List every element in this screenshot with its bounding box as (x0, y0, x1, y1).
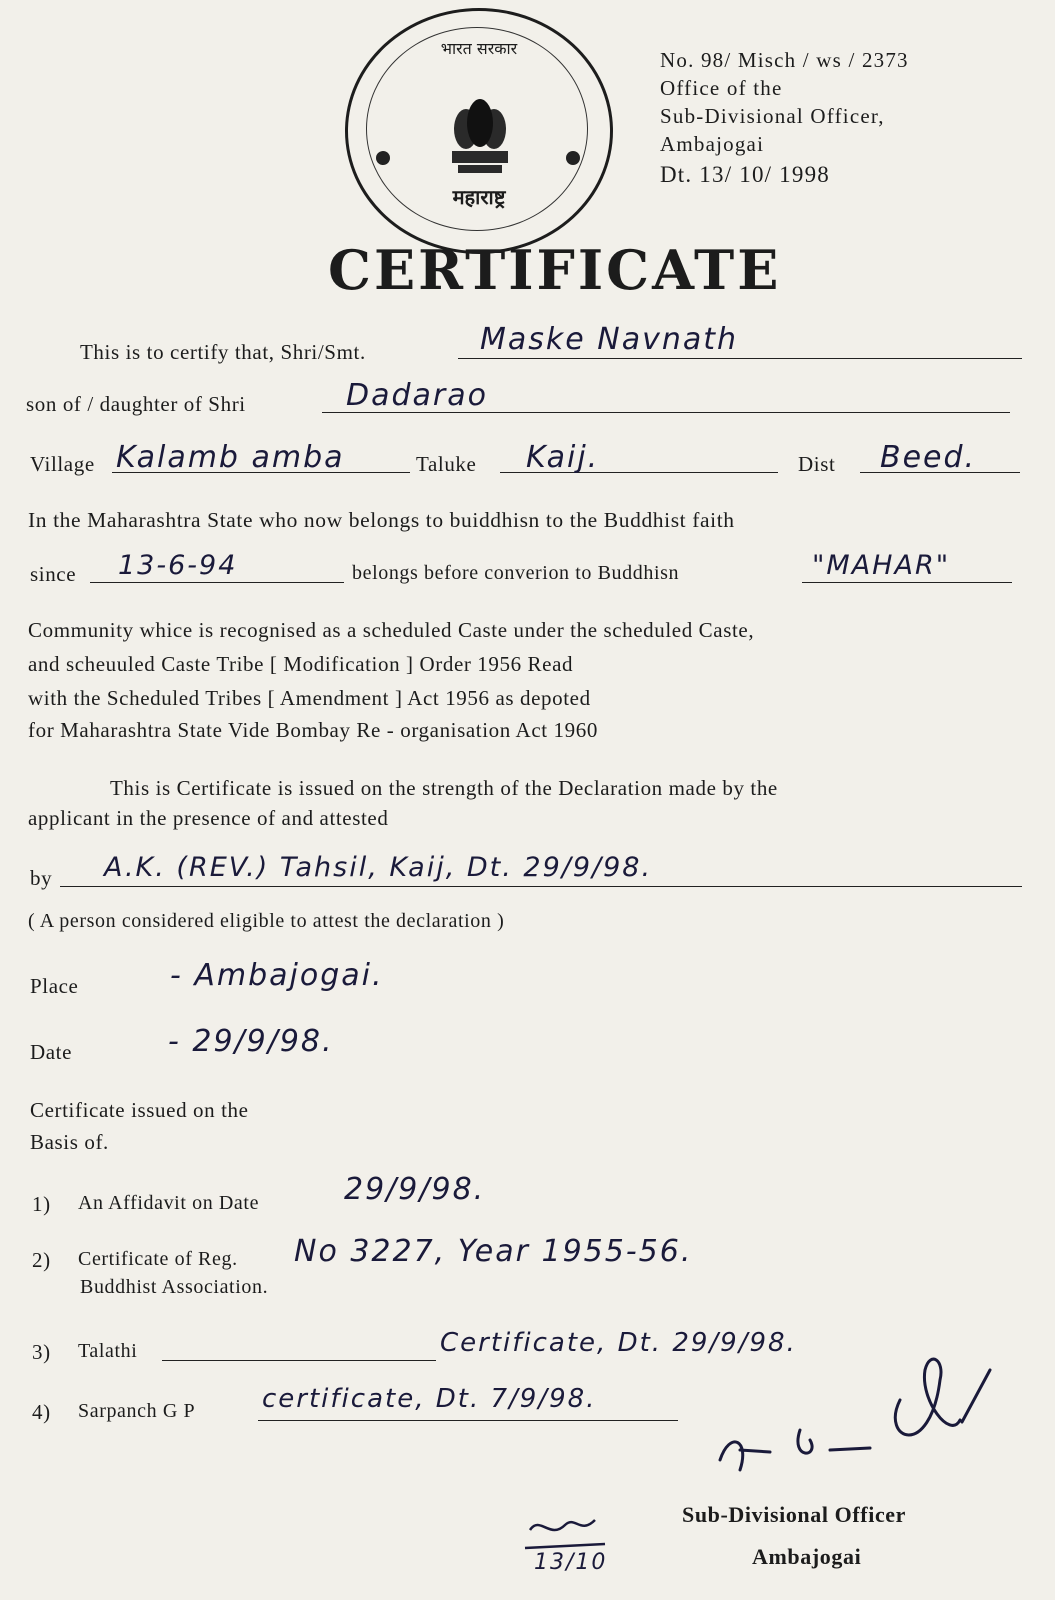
since-date: 13-6-94 (118, 550, 238, 581)
issued-line-2: applicant in the presence of and attested (28, 806, 389, 830)
name-underline (458, 358, 1022, 359)
since-underline (90, 582, 344, 583)
basis-item-number: 2) (32, 1248, 51, 1272)
community-line-3: with the Scheduled Tribes [ Amendment ] Act 1956 as depoted (28, 686, 591, 710)
officer-signature-icon (700, 1340, 1000, 1490)
office-line-2: Sub-Divisional Officer, (660, 104, 885, 128)
issued-line-1: This is Certificate is issued on the strength of the Declaration made by the (110, 776, 778, 800)
since-label: since (30, 562, 77, 586)
caste-value: "MAHAR" (812, 550, 951, 581)
taluka-label: Taluke (416, 452, 477, 476)
date-label: Date (30, 1040, 73, 1064)
sarpanch-underline (258, 1420, 678, 1421)
basis-item-number: 3) (32, 1340, 51, 1364)
by-label: by (30, 866, 53, 890)
certify-label: This is to certify that, Shri/Smt. (80, 340, 366, 364)
basis-item-value: certificate, Dt. 7/9/98. (262, 1384, 597, 1414)
basis-item-value: No 3227, Year 1955-56. (294, 1234, 693, 1269)
office-line-3: Ambajogai (660, 132, 765, 156)
officer-title: Sub-Divisional Officer (682, 1502, 907, 1527)
before-conversion-label: belongs before converion to Buddhisn (352, 562, 680, 584)
basis-item-sub: Buddhist Association. (80, 1276, 269, 1298)
basis-item-label: Certificate of Reg. (78, 1248, 238, 1270)
certificate-title: CERTIFICATE (328, 238, 782, 302)
basis-label-1: Certificate issued on the (30, 1098, 249, 1122)
community-line-4: for Maharashtra State Vide Bombay Re - organisation Act 1960 (28, 718, 598, 742)
state-line: In the Maharashtra State who now belongs to buiddhisn to the Buddhist faith (28, 508, 735, 532)
attested-by: A.K. (REV.) Tahsil, Kaij, Dt. 29/9/98. (104, 852, 653, 883)
holder-name: Maske Navnath (480, 322, 739, 357)
dist-label: Dist (798, 452, 836, 476)
officer-location: Ambajogai (752, 1544, 862, 1569)
by-underline (60, 886, 1022, 887)
community-line-1: Community whice is recognised as a scheduled Caste under the scheduled Caste, (28, 618, 755, 642)
father-name: Dadarao (346, 378, 488, 413)
basis-item-label: Sarpanch G P (78, 1400, 196, 1422)
village-label: Village (30, 452, 95, 476)
taluka-value: Kaij. (526, 440, 600, 475)
caste-underline (802, 582, 1012, 583)
seal-top-text: भारत सरकार (440, 39, 518, 58)
seal-dot-icon (376, 151, 390, 165)
dist-value: Beed. (880, 440, 977, 475)
official-seal (345, 8, 613, 254)
office-line-1: Office of the (660, 76, 783, 100)
place-value: - Ambajogai. (170, 958, 384, 993)
seal-dot-icon (566, 151, 580, 165)
date-value: - 29/9/98. (168, 1024, 334, 1059)
place-label: Place (30, 974, 79, 998)
national-emblem-icon (444, 89, 516, 179)
basis-item-label: An Affidavit on Date (78, 1192, 260, 1214)
village-value: Kalamb amba (116, 440, 345, 475)
talathi-underline (162, 1360, 436, 1361)
initials-date: 13/10 (534, 1550, 608, 1575)
eligible-note: ( A person considered eligible to attest the declaration ) (28, 910, 505, 932)
basis-item-label: Talathi (78, 1340, 138, 1362)
son-of-label: son of / daughter of Shri (26, 392, 246, 416)
basis-item-value: 29/9/98. (344, 1172, 486, 1207)
basis-item-value: Certificate, Dt. 29/9/98. (440, 1328, 797, 1358)
basis-label-2: Basis of. (30, 1130, 109, 1154)
seal-bottom-text: महाराष्ट्र (452, 185, 506, 209)
community-line-2: and scheuuled Caste Tribe [ Modification ] Order 1956 Read (28, 652, 574, 676)
reference-date: Dt. 13/ 10/ 1998 (660, 162, 830, 187)
basis-item-number: 4) (32, 1400, 51, 1424)
reference-number: No. 98/ Misch / ws / 2373 (660, 48, 909, 72)
basis-item-number: 1) (32, 1192, 51, 1216)
